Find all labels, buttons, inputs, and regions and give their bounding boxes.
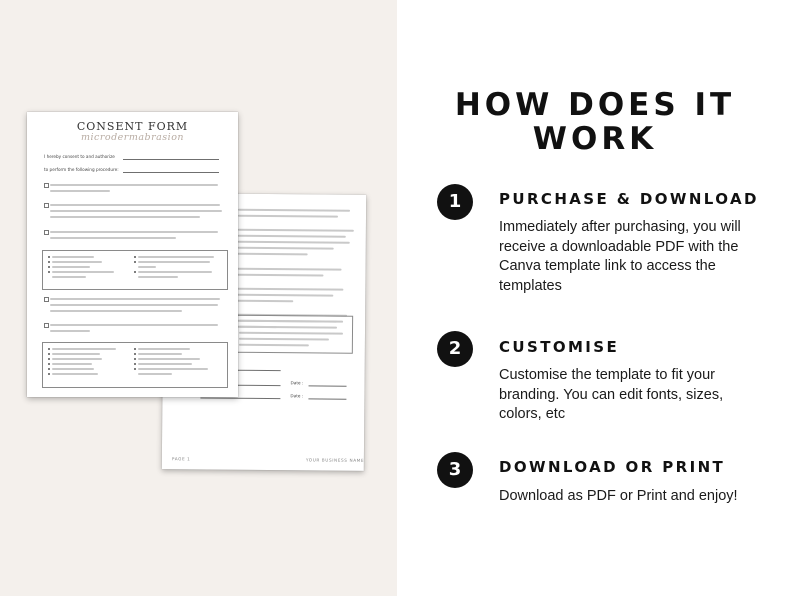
step-2-title: CUSTOMISE [499,338,620,356]
step-3-number-badge: 3 [437,452,473,488]
form-subtitle: microdermabrasion [80,132,185,143]
step-2-number-badge: 2 [437,331,473,367]
business-name: YOUR BUSINESS NAME [305,457,365,463]
procedure-line: to perform the following procedure: [44,167,119,172]
step-3-title: DOWNLOAD OR PRINT [499,458,726,476]
date-label-2: Date : [290,393,304,399]
step-2-description: Customise the template to fit your branding. You can edit fonts, sizes, colors, etc [499,367,724,422]
step-1-description: Immediately after purchasing, you will receive a downloadable PDF with the Canva template link to access the templates [499,219,741,294]
date-label-1: Date : [290,380,304,386]
page-number: PAGE 1 [171,456,191,462]
step-3-description: Download as PDF or Print and enjoy! [499,488,738,504]
consent-form-page-1-preview [27,112,238,397]
step-1-number-badge: 1 [437,184,473,220]
form-title: CONSENT FORM [76,120,189,133]
page-heading: HOW DOES IT WORK [454,87,736,157]
step-1-title: PURCHASE & DOWNLOAD [499,190,759,208]
consent-line: I hereby consent to and authorize [44,154,115,159]
